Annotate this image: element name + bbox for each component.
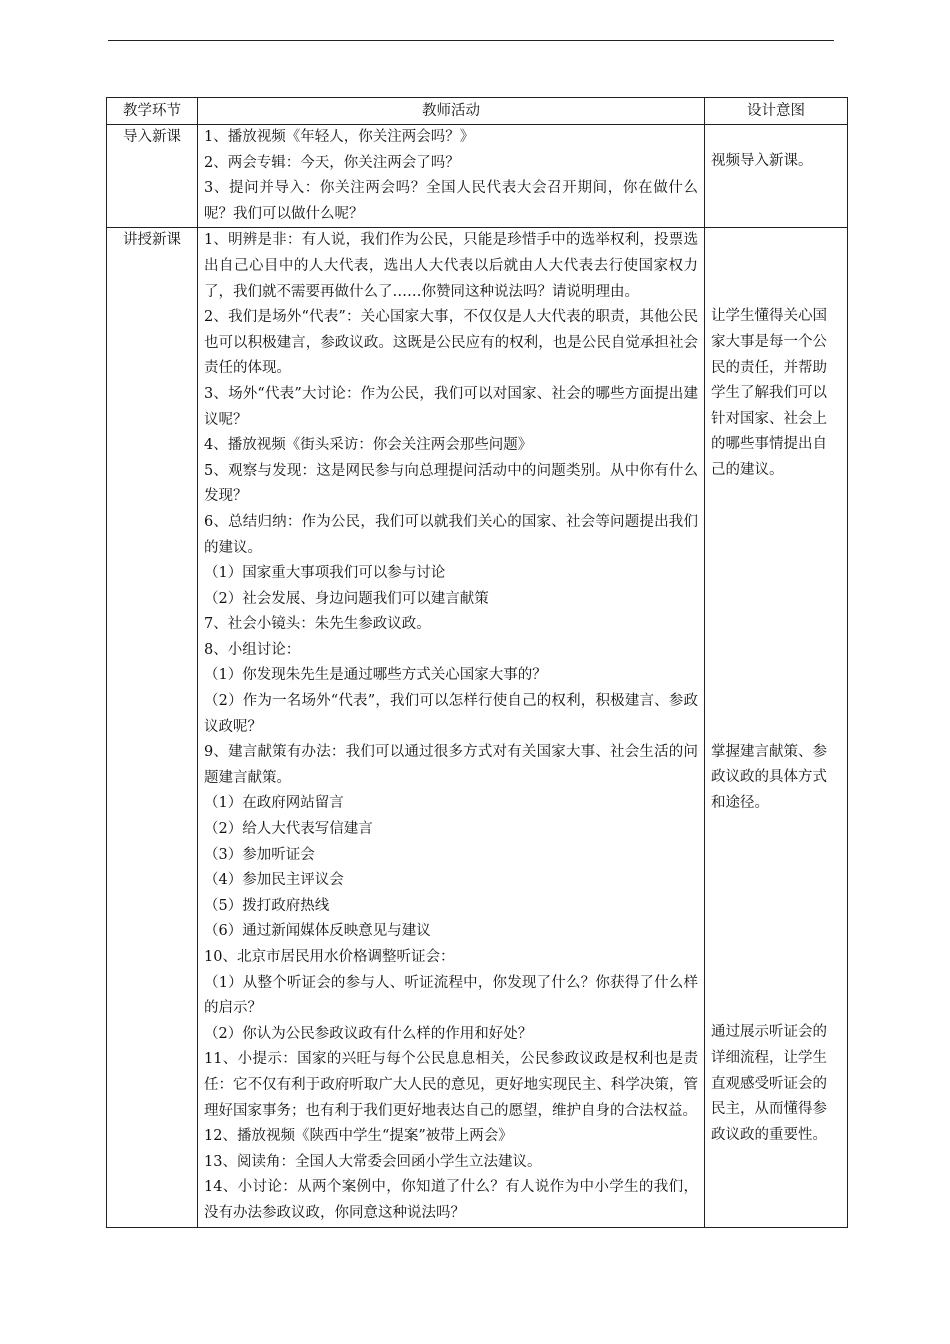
activity-item: （6）通过新闻媒体反映意见与建议 (204, 923, 431, 940)
stage-cell: 导入新课 (107, 125, 198, 228)
activities-cell (198, 228, 705, 1227)
intent-cell (705, 228, 848, 1227)
header-activities: 教师活动 (198, 98, 705, 125)
activity-item: 2、我们是场外“代表”：关心国家大事，不仅仅是人大代表的职责，其他公民也可以积极建言，参政议政。这既是公民应有的权利，也是公民自觉承担社会责任的体现。 (204, 309, 698, 377)
activity-item: 2、两会专辑：今天，你关注两会了吗？ (204, 154, 460, 171)
activity-item: 8、小组讨论： (204, 641, 301, 658)
stage-cell: 讲授新课 (107, 228, 198, 1227)
activity-item: （1）从整个听证会的参与人、听证流程中，你发现了什么？你获得了什么样的启示？ (204, 974, 698, 1017)
activities-cell (198, 125, 705, 228)
table-row (107, 125, 848, 228)
activity-item: （1）你发现朱先生是通过哪些方式关心国家大事的？ (204, 667, 547, 684)
header-rule (108, 40, 834, 41)
activity-item: （4）参加民主评议会 (204, 872, 344, 889)
activity-item: 10、北京市居民用水价格调整听证会： (204, 949, 455, 965)
activity-item: （2）作为一名场外“代表”，我们可以怎样行使自己的权利，积极建言、参政议政呢？ (204, 693, 698, 735)
activity-item: （1）国家重大事项我们可以参与讨论 (204, 565, 446, 582)
activity-item: （2）社会发展、身边问题我们可以建言献策 (204, 590, 489, 607)
table-row (107, 228, 848, 1227)
activity-item: （5）拨打政府热线 (204, 897, 330, 914)
activity-item: 4、播放视频《街头采访：你会关注两会那些问题》 (204, 437, 533, 454)
activity-item: 1、播放视频《年轻人，你关注两会吗？》 (204, 129, 475, 145)
activity-item: 9、建言献策有办法：我们可以通过很多方式对有关国家大事、社会生活的问题建言献策。 (204, 744, 698, 786)
activity-item: （1）在政府网站留言 (204, 795, 344, 812)
lesson-plan-table (106, 97, 848, 1228)
activity-item: 6、总结归纳：作为公民，我们可以就我们关心的国家、社会等问题提出我们的建议。 (204, 513, 698, 556)
table-header-row (107, 98, 848, 125)
intent-text: 通过展示听证会的详细流程，让学生直观感受听证会的民主，从而懂得参政议政的重要性。 (711, 1024, 827, 1143)
activity-item: 7、社会小镜头：朱先生参政议政。 (204, 616, 431, 633)
header-intent: 设计意图 (705, 98, 848, 125)
activity-item: 11、小提示：国家的兴旺与每个公民息息相关，公民参政议政是权利也是责任：它不仅有利于政府听取广大人民的意见，更好地实现民主、科学决策，管理好国家事务；也有利于我们更好地表达自己的愿望，维护自身的合法权益。 (204, 1051, 698, 1119)
header-stage: 教学环节 (107, 98, 198, 125)
activity-item: 1、明辨是非：有人说，我们作为公民，只能是珍惜手中的选举权利，投票选出自己心目中的人大代表，选出人大代表以后就由人大代表去行使国家权力了，我们就不需要再做什么了……你赞同这种说法吗？请说明理由。 (204, 232, 698, 300)
activity-item: 13、阅读角：全国人大常委会回函小学生立法建议。 (204, 1153, 542, 1170)
intent-text: 掌握建言献策、参政议政的具体方式和途径。 (711, 743, 827, 811)
intent-text: 视频导入新课。 (711, 153, 813, 169)
activity-item: （2）给人大代表写信建言 (204, 821, 373, 838)
activity-item: 14、小讨论：从两个案例中，你知道了什么？有人说作为中小学生的我们，没有办法参政议政，你同意这种说法吗？ (204, 1179, 698, 1221)
activity-item: 5、观察与发现：这是网民参与向总理提问活动中的问题类别。从中你有什么发现？ (204, 462, 698, 505)
activity-item: （2）你认为公民参政议政有什么样的作用和好处？ (204, 1025, 533, 1042)
activity-item: （3）参加听证会 (204, 846, 315, 863)
activity-item: 12、播放视频《陕西中学生“提案”被带上两会》 (204, 1128, 513, 1145)
intent-text: 让学生懂得关心国家大事是每一个公民的责任，并帮助学生了解我们可以针对国家、社会上的哪些事情提出自己的建议。 (711, 308, 827, 478)
activity-item: 3、场外“代表”大讨论：作为公民，我们可以对国家、社会的哪些方面提出建议呢？ (204, 385, 698, 428)
intent-cell (705, 125, 848, 228)
activity-item: 3、提问并导入：你关注两会吗？全国人民代表大会召开期间，你在做什么呢？我们可以做什么呢？ (204, 180, 698, 222)
